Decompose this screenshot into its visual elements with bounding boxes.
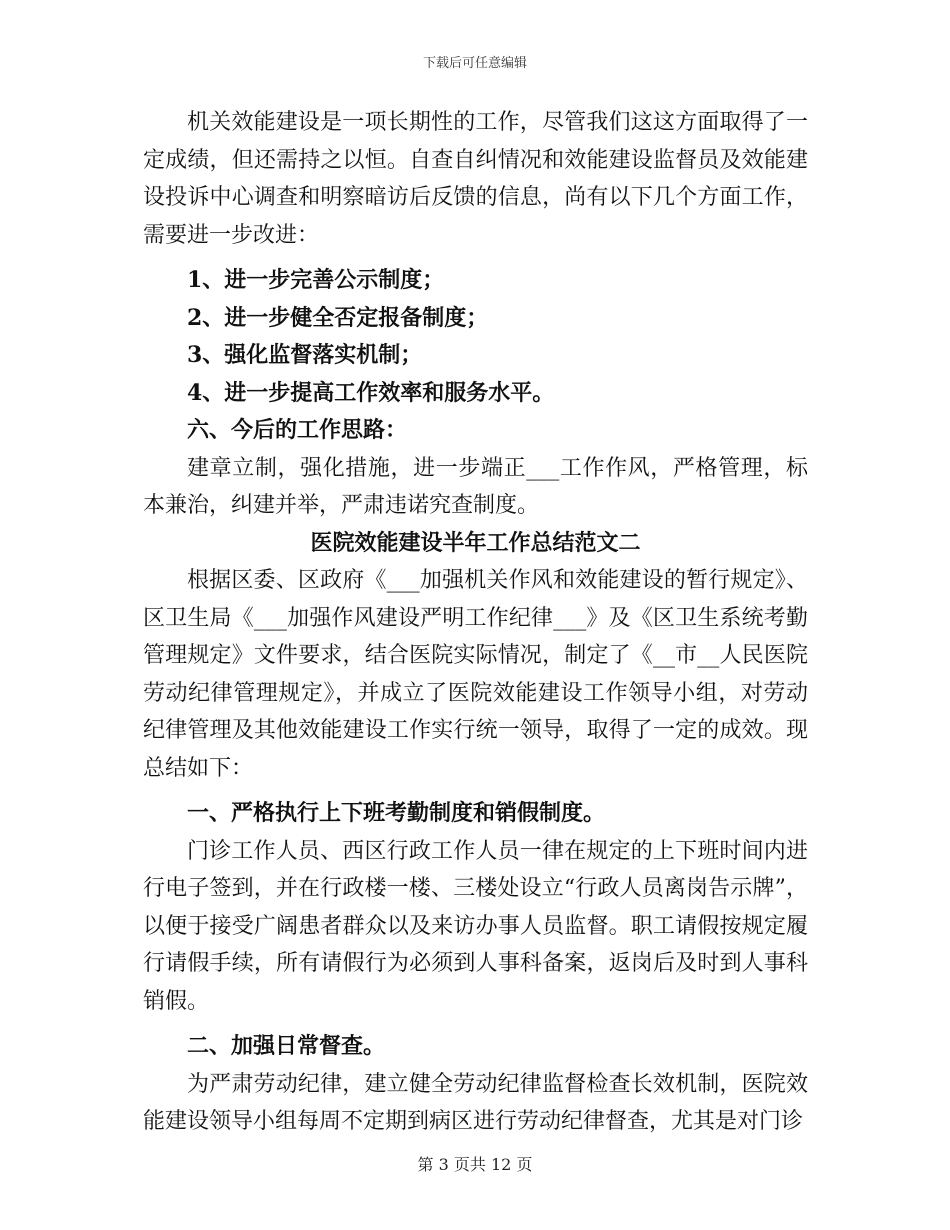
paragraph-work-ideas: 建章立制，强化措施，进一步端正___工作作风，严格管理，标本兼治，纠建并举，严肃违诺究查制度。 [143, 455, 808, 518]
section-heading-6: 六、今后的工作思路： [187, 417, 408, 443]
paragraph-background: 根据区委、区政府《___加强机关作风和效能建设的暂行规定》、区卫生局《___加强作风建设严明工作纪律___》及《区卫生系统考勤管理规定》文件要求，结合医院实际情况，制定了《__市__人民医院劳动纪律管理规定》，并成立了医院效能建设工作领导小组，对劳动纪律管理及其他效能建设工作实行统一领导，取得了一定的成效。现总结如下： [143, 568, 808, 781]
document-body [143, 104, 808, 1141]
paragraph-inspection: 为严肃劳动纪律，建立健全劳动纪律监督检查长效机制，医院效能建设领导小组每周不定期到病区进行劳动纪律督查，尤其是对门诊 [143, 1071, 808, 1134]
paragraph-intro: 机关效能建设是一项长期性的工作，尽管我们这这方面取得了一定成绩，但还需持之以恒。自查自纠情况和效能建设监督员及效能建设投诉中心调查和明察暗访后反馈的信息，尚有以下几个方面工作，需要进一步改进： [143, 110, 808, 248]
list-item-1: 1、进一步完善公示制度； [187, 267, 445, 293]
list-item-2: 2、进一步健全否定报备制度； [187, 304, 489, 331]
list-item-3: 3、强化监督落实机制； [187, 342, 423, 368]
section-heading-1: 一、严格执行上下班考勤制度和销假制度。 [187, 800, 606, 826]
list-item-4: 4、进一步提高工作效率和服务水平。 [187, 379, 555, 406]
document-title-2: 医院效能建设半年工作总结范文二 [310, 529, 641, 556]
paragraph-attendance: 门诊工作人员、西区行政工作人员一律在规定的上下班时间内进行电子签到，并在行政楼一楼、三楼处设立“行政人员离岗告示牌”，以便于接受广阔患者群众以及来访办事人员监督。职工请假按规定履行请假手续，所有请假行为必须到人事科备案，返岗后及时到人事科销假。 [143, 838, 808, 1014]
header-note: 下载后可任意编辑 [422, 56, 527, 71]
section-heading-2: 二、加强日常督查。 [187, 1033, 386, 1059]
page-number: 第 3 页共 12 页 [417, 1155, 533, 1174]
